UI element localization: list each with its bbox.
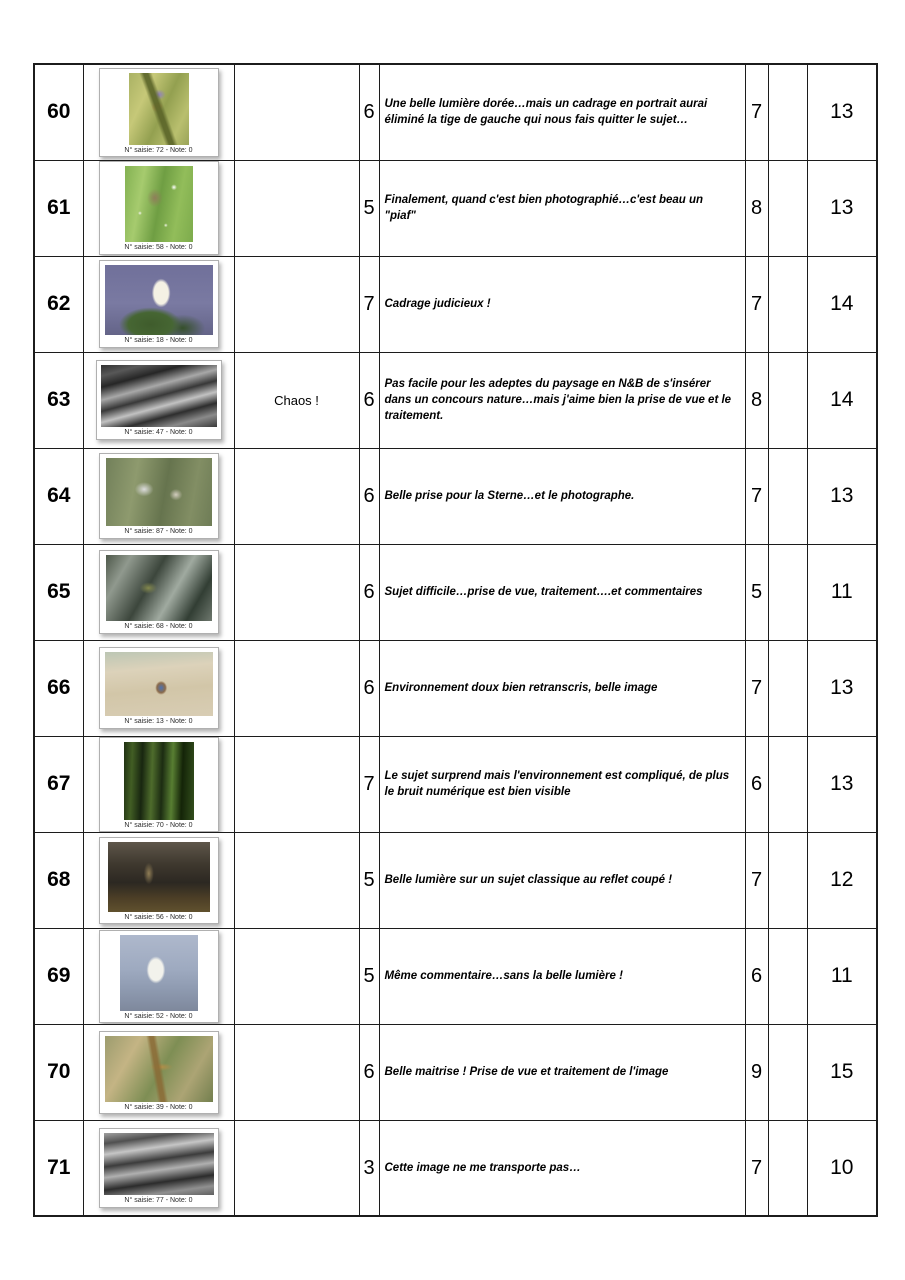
jury1-score: 3 — [363, 1156, 375, 1179]
image-title: Chaos ! — [274, 392, 319, 408]
photo-caption: N° saisie: 58 - Note: 0 — [124, 244, 193, 252]
table-row — [34, 832, 877, 928]
photo-caption: N° saisie: 18 - Note: 0 — [124, 337, 193, 345]
total-score: 13 — [830, 484, 854, 507]
blank-cell — [768, 832, 807, 928]
table-row — [34, 256, 877, 352]
photo-caption: N° saisie: 72 - Note: 0 — [124, 146, 193, 154]
photo-caption: N° saisie: 77 - Note: 0 — [124, 1197, 193, 1205]
entry-number: 62 — [47, 292, 71, 315]
jury1-score: 6 — [363, 100, 375, 123]
jury2-score: 7 — [750, 676, 763, 699]
blank-cell — [768, 256, 807, 352]
photo-caption: N° saisie: 13 - Note: 0 — [124, 718, 193, 726]
photo-frame — [99, 453, 219, 538]
total-score: 13 — [830, 676, 854, 699]
results-table — [33, 63, 878, 1217]
blank-cell — [768, 928, 807, 1024]
photo-frame — [99, 550, 219, 633]
jury-comment: Une belle lumière dorée…mais un cadrage en portrait aurai éliminé la tige de gauche qui nous fais quitter le sujet… — [384, 98, 708, 127]
total-score: 13 — [830, 772, 854, 796]
jury-comment: Cette image ne me transporte pas… — [384, 1162, 581, 1175]
blank-cell — [768, 1024, 807, 1120]
jury2-score: 7 — [750, 868, 763, 891]
total-score: 13 — [830, 196, 854, 219]
blank-cell — [768, 160, 807, 256]
photo-caption: N° saisie: 87 - Note: 0 — [124, 528, 193, 536]
jury-comment: Même commentaire…sans la belle lumière ! — [384, 970, 623, 983]
jury-comment: Belle maitrise ! Prise de vue et traitement de l'image — [384, 1066, 669, 1079]
photo-thumbnail — [120, 935, 198, 1011]
jury2-score: 7 — [750, 1156, 763, 1179]
entry-number: 71 — [47, 1156, 71, 1180]
photo-caption: N° saisie: 47 - Note: 0 — [124, 429, 193, 437]
jury2-score: 8 — [750, 388, 763, 411]
blank-cell — [768, 1120, 807, 1216]
photo-frame — [99, 837, 219, 924]
photo-frame — [99, 1031, 219, 1114]
photo-frame — [99, 737, 219, 832]
entry-number: 66 — [47, 676, 71, 699]
total-score: 14 — [830, 388, 854, 411]
table-row — [34, 64, 877, 160]
jury2-score: 6 — [750, 964, 763, 987]
jury1-score: 5 — [363, 868, 375, 891]
jury1-score: 7 — [363, 772, 375, 795]
jury2-score: 6 — [750, 772, 763, 795]
jury-comment: Finalement, quand c'est bien photographié…c'est beau un "piaf" — [384, 193, 704, 222]
blank-cell — [768, 736, 807, 832]
total-score: 11 — [830, 580, 853, 603]
jury2-score: 9 — [750, 1060, 763, 1083]
table-row — [34, 160, 877, 256]
jury1-score: 5 — [363, 964, 375, 987]
photo-frame — [99, 1128, 219, 1207]
blank-cell — [768, 352, 807, 448]
photo-caption: N° saisie: 39 - Note: 0 — [124, 1103, 193, 1111]
jury2-score: 8 — [750, 196, 763, 219]
jury1-score: 6 — [363, 580, 375, 603]
entry-number: 68 — [47, 868, 71, 892]
jury1-score: 5 — [363, 196, 375, 219]
total-score: 10 — [830, 1156, 854, 1180]
entry-number: 69 — [47, 964, 71, 988]
total-score: 12 — [830, 868, 854, 892]
photo-frame — [99, 647, 219, 728]
jury-comment: Environnement doux bien retranscris, belle image — [384, 681, 658, 694]
total-score: 15 — [830, 1060, 854, 1084]
jury2-score: 7 — [750, 484, 763, 507]
photo-thumbnail — [108, 842, 210, 912]
photo-thumbnail — [106, 458, 212, 526]
entry-number: 67 — [47, 772, 71, 796]
photo-thumbnail — [129, 73, 189, 145]
photo-frame — [99, 68, 219, 157]
jury-comment: Sujet difficile…prise de vue, traitement….et commentaires — [384, 585, 703, 598]
table-row — [34, 448, 877, 544]
photo-thumbnail — [124, 742, 194, 820]
entry-number: 63 — [47, 388, 71, 411]
table-row — [34, 1024, 877, 1120]
photo-caption: N° saisie: 70 - Note: 0 — [124, 821, 193, 829]
jury-comment: Belle lumière sur un sujet classique au reflet coupé ! — [384, 874, 673, 887]
jury2-score: 7 — [750, 292, 763, 315]
blank-cell — [768, 64, 807, 160]
total-score: 13 — [830, 100, 854, 124]
entry-number: 61 — [47, 196, 71, 219]
entry-number: 64 — [47, 484, 71, 507]
jury2-score: 5 — [750, 580, 763, 603]
jury1-score: 6 — [363, 1060, 375, 1083]
photo-thumbnail — [125, 166, 193, 242]
photo-frame — [96, 360, 222, 439]
jury1-score: 7 — [363, 292, 375, 315]
jury1-score: 6 — [363, 388, 375, 411]
photo-thumbnail — [101, 365, 217, 427]
jury-comment: Cadrage judicieux ! — [384, 297, 491, 310]
photo-caption: N° saisie: 56 - Note: 0 — [124, 913, 193, 921]
photo-caption: N° saisie: 68 - Note: 0 — [124, 623, 193, 631]
blank-cell — [768, 448, 807, 544]
total-score: 11 — [830, 964, 853, 988]
table-row — [34, 352, 877, 448]
photo-thumbnail — [104, 1133, 214, 1195]
table-row — [34, 736, 877, 832]
entry-number: 65 — [47, 580, 71, 603]
table-row — [34, 640, 877, 736]
jury1-score: 6 — [363, 676, 375, 699]
jury-comment: Pas facile pour les adeptes du paysage en N&B de s'insérer dans un concours nature…mais j'aime bien la prise de vue et le traitement. — [384, 377, 732, 423]
jury-comment: Belle prise pour la Sterne…et le photographe. — [384, 489, 635, 502]
entry-number: 60 — [47, 100, 71, 124]
table-row — [34, 1120, 877, 1216]
photo-frame — [99, 161, 219, 254]
photo-thumbnail — [105, 1036, 213, 1102]
photo-caption: N° saisie: 52 - Note: 0 — [124, 1012, 193, 1020]
total-score: 14 — [830, 292, 854, 315]
jury2-score: 7 — [750, 100, 763, 123]
table-row — [34, 928, 877, 1024]
entry-number: 70 — [47, 1060, 71, 1084]
table-row — [34, 544, 877, 640]
photo-frame — [99, 930, 219, 1023]
photo-thumbnail — [105, 652, 213, 716]
jury1-score: 6 — [363, 484, 375, 507]
photo-thumbnail — [106, 555, 212, 621]
jury-comment: Le sujet surprend mais l'environnement est compliqué, de plus le bruit numérique est bien visible — [384, 770, 730, 799]
blank-cell — [768, 640, 807, 736]
photo-thumbnail — [105, 265, 213, 335]
blank-cell — [768, 544, 807, 640]
photo-frame — [99, 260, 219, 347]
